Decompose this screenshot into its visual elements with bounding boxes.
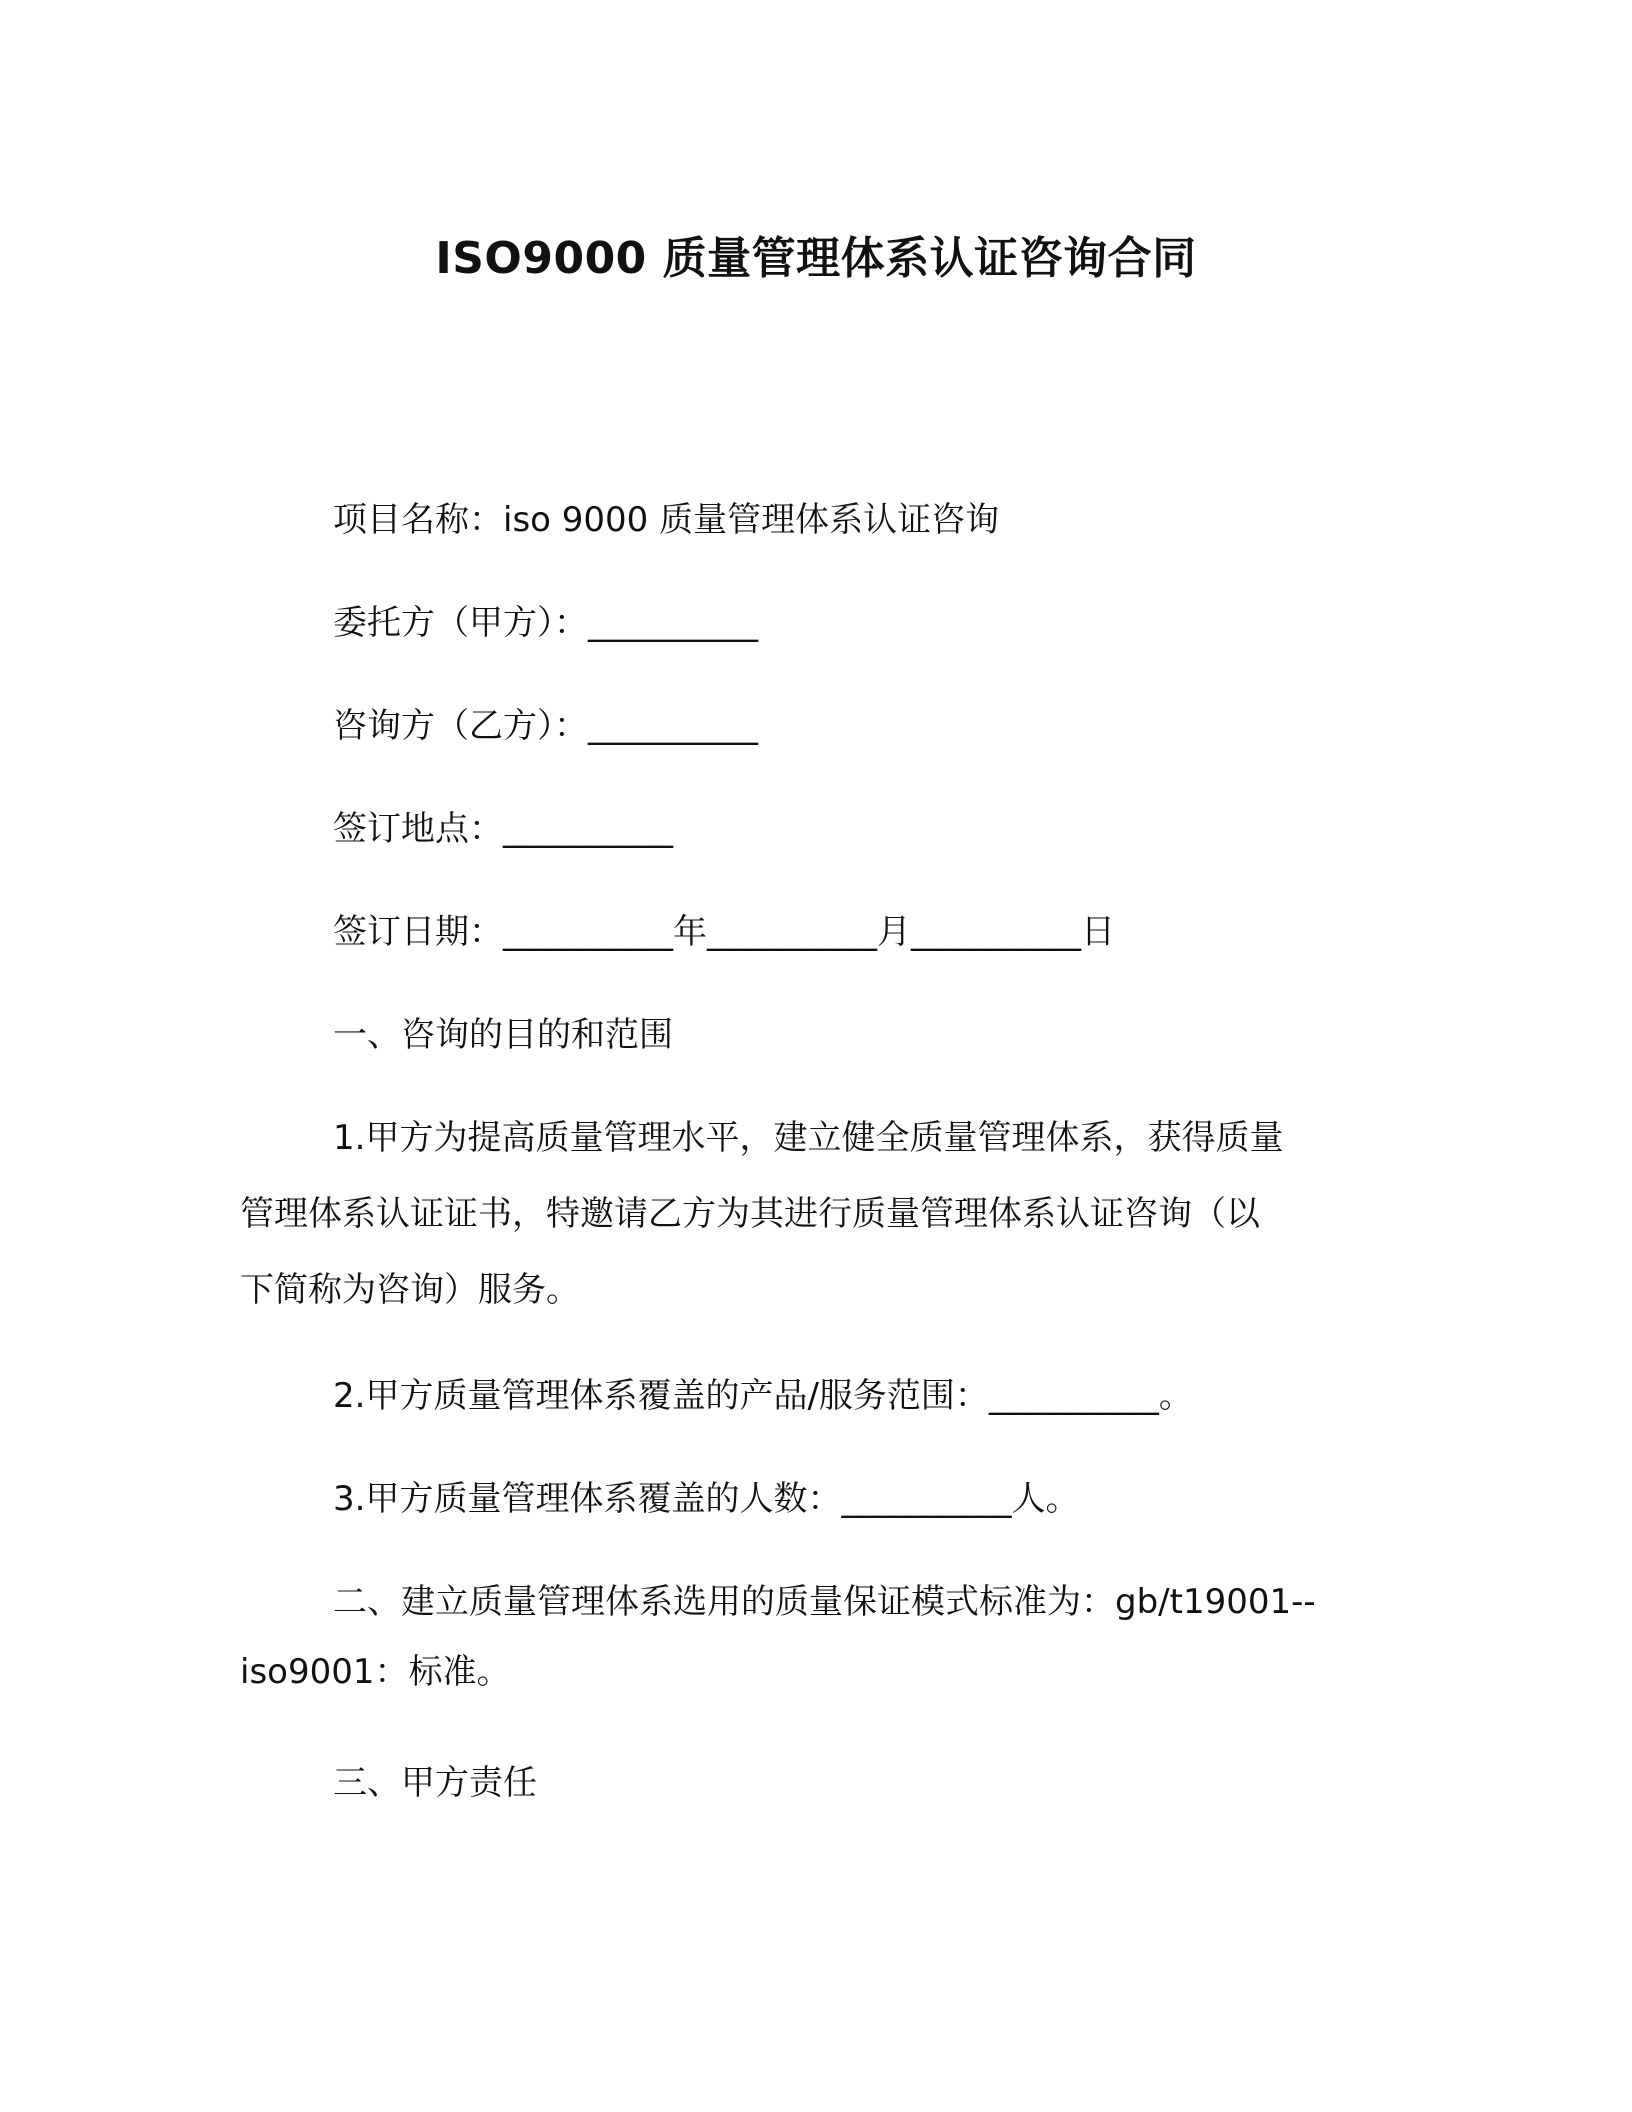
signing-place-field: 签订地点：__________ bbox=[333, 809, 673, 849]
section-1-item-2: 2.甲方质量管理体系覆盖的产品/服务范围：__________。 bbox=[333, 1376, 1193, 1416]
paragraph-line: 1.甲方为提高质量管理水平，建立健全质量管理体系，获得质量 bbox=[333, 1118, 1284, 1158]
signing-date-field: 签订日期：__________年__________月__________日 bbox=[333, 912, 1115, 952]
section-1-heading: 一、咨询的目的和范围 bbox=[333, 1015, 673, 1055]
section-3-heading: 三、甲方责任 bbox=[333, 1763, 537, 1803]
project-name-field: 项目名称：iso 9000 质量管理体系认证咨询 bbox=[333, 500, 1000, 540]
consultant-field: 咨询方（乙方）：__________ bbox=[333, 706, 758, 746]
section-2-paragraph bbox=[240, 1567, 1390, 1707]
section-1-item-1 bbox=[240, 1100, 1390, 1328]
paragraph-line: 二、建立质量管理体系选用的质量保证模式标准为：gb/t19001-- bbox=[333, 1582, 1316, 1622]
section-1-item-3: 3.甲方质量管理体系覆盖的人数：__________人。 bbox=[333, 1479, 1080, 1519]
document-title: ISO9000 质量管理体系认证咨询合同 bbox=[435, 233, 1197, 284]
paragraph-line: 下简称为咨询）服务。 bbox=[240, 1270, 580, 1310]
paragraph-line: iso9001：标准。 bbox=[240, 1652, 511, 1692]
paragraph-line: 管理体系认证证书，特邀请乙方为其进行质量管理体系认证咨询（以 bbox=[240, 1194, 1260, 1234]
client-field: 委托方（甲方）：__________ bbox=[333, 603, 758, 643]
